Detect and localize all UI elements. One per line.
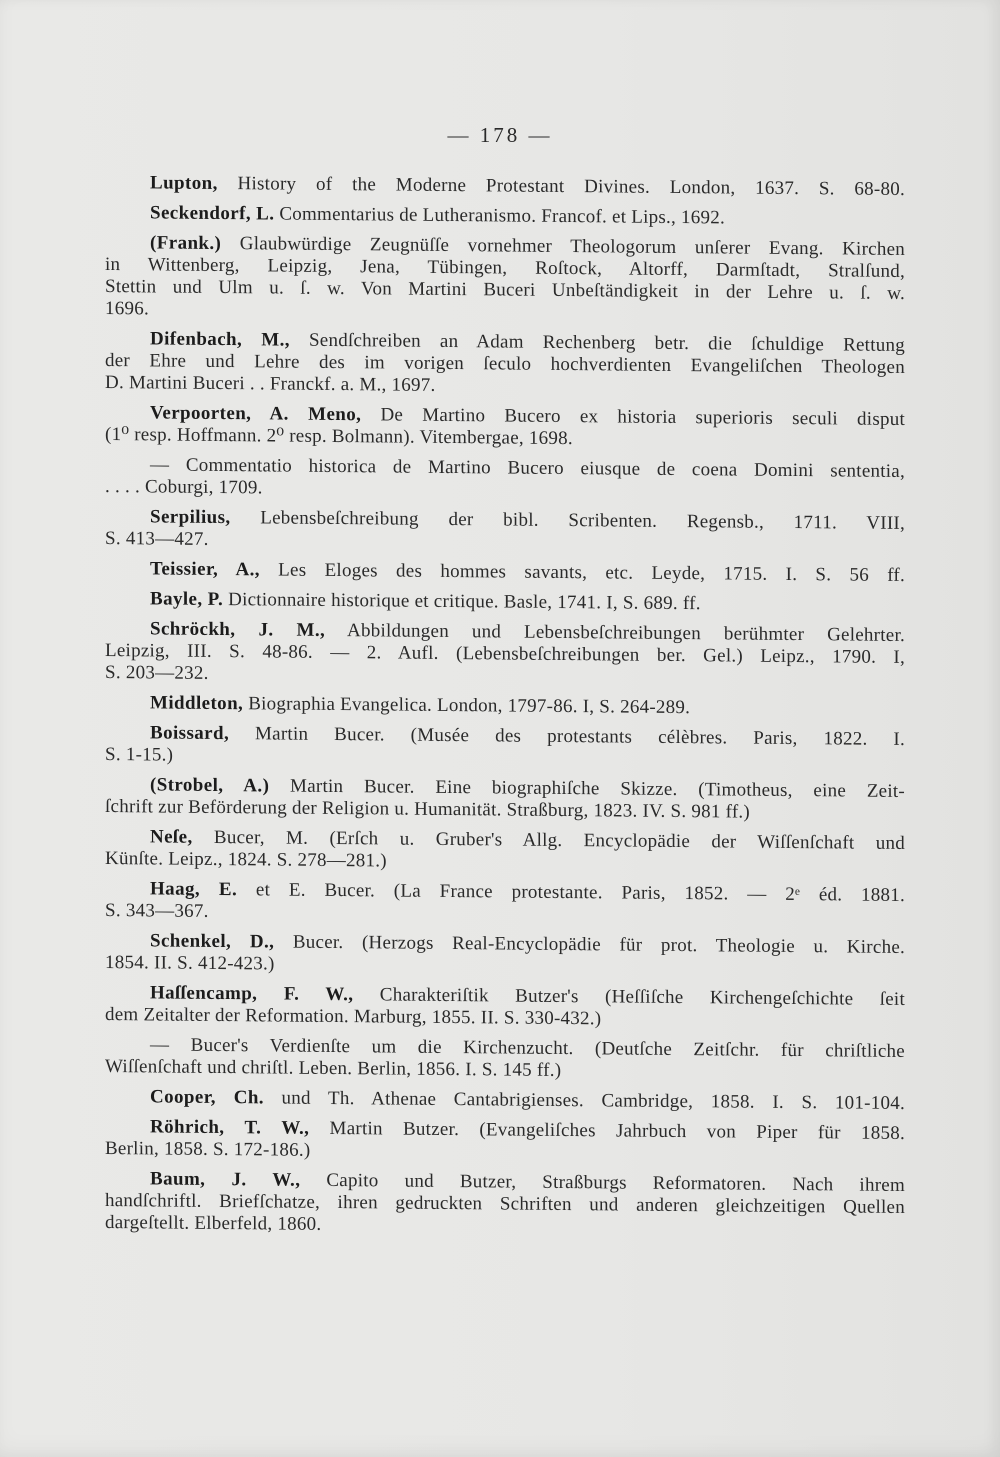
bibliography-entry — [105, 692, 905, 721]
entry-author: Neſe, — [150, 826, 193, 848]
bibliography-entry — [105, 722, 905, 773]
entry-line: dargeſtellt. Elberfeld, 1860. — [105, 1212, 322, 1235]
entry-author: (Frank.) — [150, 232, 222, 255]
entry-text: Martin Bucer. Eine biographiſche Skizze. (Timotheus, eine Zeit- — [290, 775, 905, 802]
entry-line — [105, 558, 905, 587]
entry-line — [105, 588, 905, 617]
entry-line: Künſte. Leipz., 1824. S. 278—281.) — [105, 848, 387, 872]
entry-author: (Strobel, A.) — [150, 774, 270, 797]
entry-text: Charakteriſtik Butzer's (Heſſiſche Kirchengeſchichte ſeit — [379, 984, 905, 1010]
entry-author: Haag, E. — [150, 878, 238, 901]
entry-text: Dictionnaire historique et critique. Basle, 1741. I, S. 689. ff. — [228, 589, 701, 615]
entry-author: Röhrich, T. W., — [150, 1116, 310, 1139]
entry-line: D. Martini Buceri . . Franckf. a. M., 1697. — [105, 372, 436, 396]
bibliography-entry — [105, 1116, 905, 1167]
bibliography-entry — [105, 878, 905, 929]
entry-text: History of the Moderne Protestant Divines. London, 1637. S. 68-80. — [237, 173, 905, 200]
entry-line: 1854. II. S. 412-423.) — [105, 952, 275, 975]
entry-author: Teissier, A., — [150, 558, 260, 581]
entry-text: Commentarius de Lutheranismo. Francof. et Lips., 1692. — [279, 203, 726, 229]
entry-line: S. 413—427. — [105, 528, 209, 550]
entry-author: Cooper, Ch. — [150, 1086, 264, 1109]
entry-author: Schröckh, J. M., — [150, 618, 326, 641]
bibliography-entry — [105, 1034, 905, 1085]
entry-line: S. 343—367. — [105, 900, 209, 922]
entry-text: Bucer, M. (Erſch u. Gruber's Allg. Encyclopädie der Wiſſenſchaft und — [213, 826, 905, 854]
entry-author: Serpilius, — [150, 506, 231, 529]
bibliography-entry — [105, 982, 905, 1033]
entry-line: S. 203—232. — [105, 662, 209, 684]
entry-text: Bucer. (Herzogs Real-Encyclopädie für prot. Theologie u. Kirche. — [292, 931, 905, 958]
entry-line — [105, 172, 905, 201]
bibliography-entry — [105, 558, 905, 587]
entry-line: Stettin und Ulm u. ſ. w. Von Martini Buceri Unbeſtändigkeit in der Lehre u. ſ. w. — [105, 276, 905, 304]
bibliography-entry — [105, 172, 905, 201]
entry-text: und Th. Athenae Cantabrigienses. Cambridge, 1858. I. S. 101-104. — [281, 1087, 905, 1114]
bibliography-entry — [105, 506, 905, 557]
entry-text: et E. Bucer. (La France protestante. Paris, 1852. — 2ᵉ éd. 1881. — [255, 879, 905, 906]
entry-text: Les Eloges des hommes savants, etc. Leyde, 1715. I. S. 56 ff. — [278, 559, 906, 586]
bibliography-entry — [105, 588, 905, 617]
entry-text: Abbildungen und Lebensbeſchreibungen berühmter Gelehrter. — [347, 620, 905, 646]
entry-author: Baum, J. W., — [150, 1168, 301, 1191]
entry-line: in Wittenberg, Leipzig, Jena, Tübingen, Roſtock, Altorff, Darmſtadt, Stralſund, — [105, 254, 905, 282]
entry-line: dem Zeitalter der Reformation. Marburg, 1855. II. S. 330-432.) — [105, 1004, 602, 1030]
bibliography-entry — [105, 618, 905, 691]
entry-line: Wiſſenſchaft und chriſtl. Leben. Berlin, 1856. I. S. 145 ff.) — [105, 1056, 562, 1081]
entry-line: — Commentatio historica de Martino Bucero eiusque de coena Domini sententia, — [150, 454, 905, 482]
bibliography-entry — [105, 826, 905, 877]
entry-line: (1⁰ resp. Hoffmann. 2⁰ resp. Bolmann). Vitembergae, 1698. — [105, 424, 573, 450]
entry-line — [105, 202, 905, 231]
entry-line: — Bucer's Verdienſte um die Kirchenzucht. (Deutſche Zeitſchr. für chriſtliche — [150, 1034, 905, 1062]
entry-line: . . . . Coburgi, 1709. — [105, 476, 263, 499]
entry-line: der Ehre und Lehre des im vorigen ſeculo hochverdienten Evangeliſchen Theologen — [105, 350, 905, 378]
entry-line: handſchriftl. Briefſchatze, ihren gedruckten Schriften und anderen gleichzeitigen Quellen — [105, 1190, 905, 1218]
entry-author: Middleton, — [150, 692, 244, 715]
entry-line — [105, 1086, 905, 1115]
bibliography-list — [105, 172, 905, 1241]
entry-author: Bayle, P. — [150, 588, 224, 611]
bibliography-entry — [105, 774, 905, 825]
entry-text: Lebensbeſchreibung der bibl. Scribenten. Regensb., 1711. VIII, — [260, 507, 906, 534]
entry-text: Martin Bucer. (Musée des protestants célèbres. Paris, 1822. I. — [255, 723, 905, 750]
entry-line: ſchrift zur Beförderung der Religion u. Humanität. Straßburg, 1823. IV. S. 981 ff.) — [105, 796, 751, 823]
bibliography-entry — [105, 454, 905, 505]
entry-line: Leipzig, III. S. 48-86. — 2. Aufl. (Lebensbeſchreibungen ber. Gel.) Leipz., 1790. I, — [105, 640, 905, 668]
bibliography-entry — [105, 328, 905, 401]
bibliography-entry — [105, 232, 905, 327]
bibliography-entry — [105, 202, 905, 231]
entry-line: Berlin, 1858. S. 172-186.) — [105, 1138, 311, 1161]
entry-line: S. 1-15.) — [105, 744, 174, 766]
bibliography-entry — [105, 1086, 905, 1115]
entry-text: Martin Butzer. (Evangeliſches Jahrbuch von Piper für 1858. — [329, 1117, 905, 1144]
entry-author: Boissard, — [150, 722, 230, 745]
page-number: — 178 — — [447, 123, 553, 147]
entry-author: Schenkel, D., — [150, 930, 275, 953]
entry-author: Haſſencamp, F. W., — [150, 982, 354, 1006]
entry-line — [105, 692, 905, 721]
entry-text: Sendſchreiben an Adam Rechenberg betr. die ſchuldige Rettung — [308, 329, 905, 356]
entry-author: Lupton, — [150, 172, 218, 194]
bibliography-entry — [105, 930, 905, 981]
entry-text: Biographia Evangelica. London, 1797-86. I, S. 264-289. — [248, 693, 691, 719]
entry-text: Glaubwürdige Zeugnüſſe vornehmer Theologorum unſerer Evang. Kirchen — [239, 233, 906, 260]
entry-text: Capito und Butzer, Straßburgs Reformatoren. Nach ihrem — [326, 1169, 906, 1196]
entry-line: 1696. — [105, 298, 149, 320]
bibliography-entry — [105, 1168, 905, 1241]
entry-text: De Martino Bucero ex historia superioris seculi disput — [380, 404, 906, 430]
entry-author: Seckendorf, L. — [150, 202, 275, 225]
bibliography-entry — [105, 402, 905, 453]
entry-author: Verpoorten, A. Meno, — [150, 402, 362, 426]
entry-author: Difenbach, M., — [150, 328, 290, 351]
